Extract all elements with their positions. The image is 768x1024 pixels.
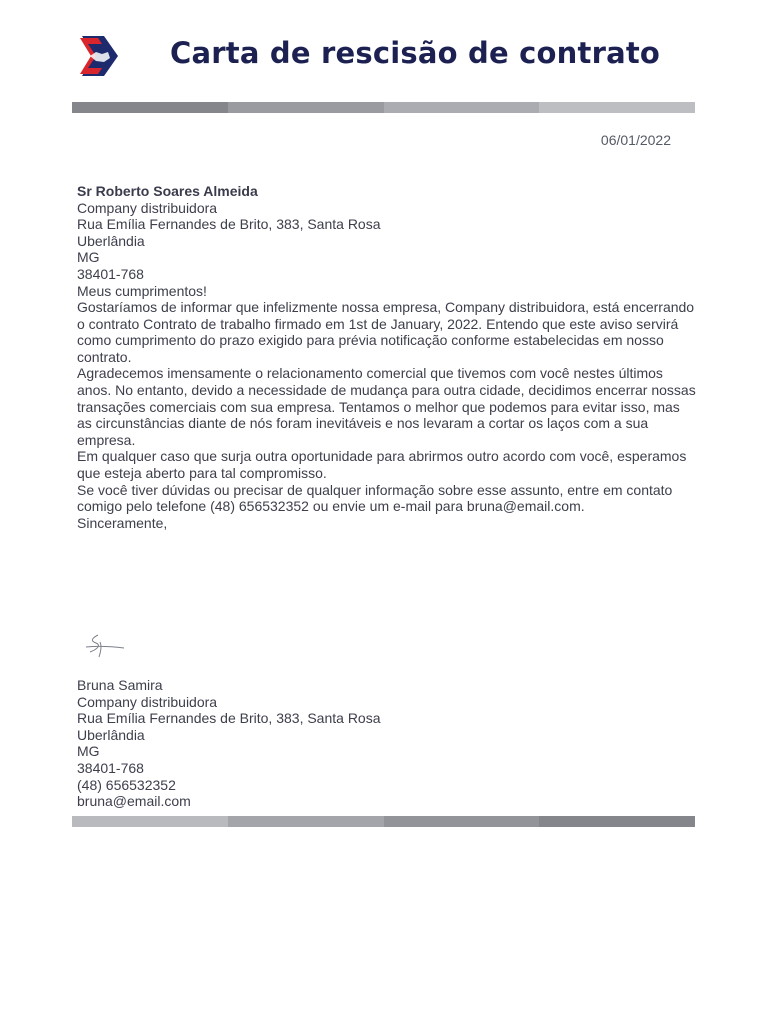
- divider-segment: [384, 816, 540, 827]
- page-title: Carta de rescisão de contrato: [170, 36, 661, 70]
- sender-address: Rua Emília Fernandes de Brito, 383, Santa Rosa: [77, 710, 381, 727]
- divider-segment: [228, 102, 384, 113]
- closing: Sinceramente,: [77, 514, 168, 531]
- greeting: Meus cumprimentos!: [77, 282, 207, 299]
- body-paragraph: Em qualquer caso que surja outra oportunidade para abrirmos outro acordo com você, esperamos que esteja aberto para tal compromisso.: [77, 448, 687, 481]
- recipient-address: Rua Emília Fernandes de Brito, 383, Santa Rosa: [77, 216, 381, 233]
- sender-name: Bruna Samira: [77, 677, 163, 693]
- signature-image: [84, 632, 128, 660]
- divider-segment: [539, 102, 695, 113]
- sender-block: [77, 677, 381, 810]
- top-divider-bar: [72, 102, 695, 113]
- sender-state: MG: [77, 743, 100, 760]
- divider-segment: [384, 102, 540, 113]
- divider-segment: [72, 102, 228, 113]
- sender-company: Company distribuidora: [77, 693, 218, 710]
- company-logo-icon: [78, 34, 120, 78]
- recipient-city: Uberlândia: [77, 232, 145, 249]
- recipient-block: [77, 183, 381, 299]
- divider-segment: [539, 816, 695, 827]
- bottom-divider-bar: [72, 816, 695, 827]
- recipient-state: MG: [77, 249, 100, 266]
- body-paragraph: Se você tiver dúvidas ou precisar de qualquer informação sobre esse assunto, entre em contato comigo pelo telefone (48) 656532352 ou envie um e-mail para bruna@email.com.: [77, 481, 673, 515]
- body-paragraph: Gostaríamos de informar que infelizmente nossa empresa, Company distribuidora, está encerrando o contrato Contrato de trabalho firmado em 1st de January, 2022. Entendo que este aviso servirá como cumprimento do prazo exigido para prévia notificação conforme estabelecidas em nosso contrato.: [77, 299, 695, 365]
- letter-body: [77, 299, 697, 531]
- recipient-name: Sr Roberto Soares Almeida: [77, 183, 258, 199]
- recipient-company: Company distribuidora: [77, 199, 218, 216]
- divider-segment: [72, 816, 228, 827]
- recipient-zip: 38401-768: [77, 265, 144, 282]
- sender-phone: (48) 656532352: [77, 776, 176, 793]
- sender-zip: 38401-768: [77, 759, 144, 776]
- divider-segment: [228, 816, 384, 827]
- sender-email: bruna@email.com: [77, 793, 191, 810]
- body-paragraph: Agradecemos imensamente o relacionamento comercial que tivemos com você nestes últimos anos. No entanto, devido a necessidade de mudança para outra cidade, decidimos encerrar nossas transações comerciais com sua empresa. Tentamos o melhor que podemos para evitar isso, mas as circunstâncias diante de nós foram inevitáveis e nos levaram a cortar os laços com a sua empresa.: [77, 365, 696, 448]
- sender-city: Uberlândia: [77, 726, 145, 743]
- letter-date: 06/01/2022: [600, 132, 671, 148]
